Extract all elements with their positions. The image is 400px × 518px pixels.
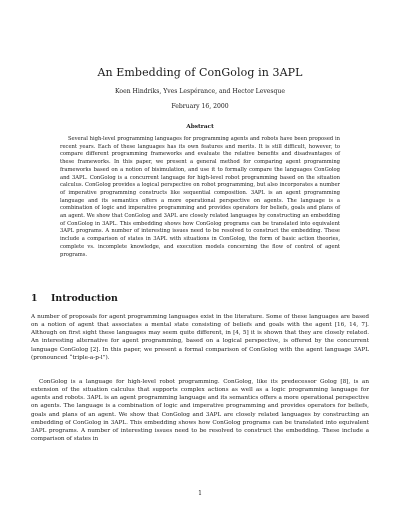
body-paragraph: A number of proposals for agent programming languages exist in the literature. Some of these languages are based on a notion of agent that associates a mental state consisting of beliefs and goals with the agent [16, 14, 7]. Although on first sight these languages may seem quite different, in [4, 5] it is shown that they are closely related. An interesting alternative for agent programming, based on a logical perspective, is offered by the concurrent language ConGolog [2]. In this paper, we present a formal comparison of ConGolog with the agent language 3APL (pronounced “triple-a-p-l”). — [31, 314, 369, 361]
body-paragraph: ConGolog is a language for high-level robot programming. ConGolog, like its predecessor Golog [8], is an extension of the situation calculus that supports complex actions as well as a logic programming language for agents and robots. 3APL is an agent programming language and its semantics offers a more operational perspective on agents. The language is a combination of logic and imperative programming and provides operators for beliefs, goals and plans of an agent. We show that ConGolog and 3APL are closely related languages by constructing an embedding of ConGolog in 3APL. This embedding shows how ConGolog programs can be translated into equivalent 3APL programs. A number of interesting issues need to be resolved to construct the embedding. These include a comparison of states in — [31, 379, 369, 443]
section-number: 1 — [31, 293, 38, 304]
paper-title: An Embedding of ConGolog in 3APL — [97, 66, 303, 79]
paper-date: February 16, 2000 — [171, 103, 229, 110]
section-title: Introduction — [51, 293, 118, 304]
section-heading — [31, 293, 118, 304]
page-number: 1 — [198, 490, 202, 497]
paper-authors: Koen Hindriks, Yves Lespérance, and Hector Levesque — [115, 88, 285, 95]
abstract-heading: Abstract — [186, 124, 214, 130]
abstract-text: Several high-level programming languages for programming agents and robots have been proposed in recent years. Each of these languages has its own features and merits. It is still difficult, however, to compare different programming frameworks and evaluate the relative benefits and disadvantages of these frameworks. In this paper, we present a general method for comparing agent programming frameworks based on a notion of bisimulation, and use it to formally compare the languages ConGolog and 3APL. ConGolog is a concurrent language for high-level robot programming based on the situation calculus. ConGolog provides a logical perspective on robot programming, but also incorporates a number of imperative programming constructs like sequential composition. 3APL is an agent programming language and its semantics offers a more operational perspective on agents. The language is a combination of logic and imperative programming and provides operators for beliefs, goals and plans of an agent. We show that ConGolog and 3APL are closely related languages by constructing an embedding of ConGolog in 3APL. This embedding shows how ConGolog programs can be translated into equivalent 3APL programs. A number of interesting issues need to be resolved to construct the embedding. These include a comparison of states in 3APL with situations in ConGolog, the form of basic action theories, complete vs. incomplete knowledge, and execution models concerning the flow of control of agent programs. — [60, 136, 340, 258]
